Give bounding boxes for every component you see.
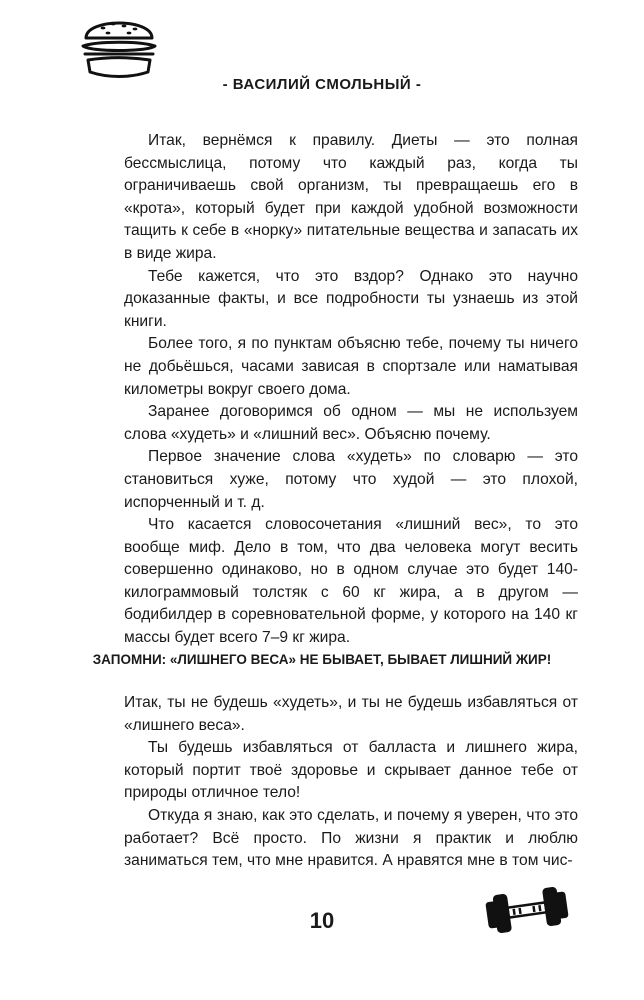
- paragraph: Первое значение слова «худеть» по словарю — это становиться хуже, потому что худой — это плохой, испорченный и т. д.: [124, 448, 578, 511]
- remember-callout: ЗАПОМНИ: «ЛИШНЕГО ВЕСА» НЕ БЫВАЕТ, БЫВАЕТ ЛИШНИЙ ЖИР!: [92, 652, 552, 667]
- paragraph: Откуда я знаю, как это сделать, и почему я уверен, что это работает? Всё просто. По жизни я практик и люблю заниматься тем, что мне нравится. А нравятся мне в том чис-: [124, 806, 578, 870]
- body-text-block-1: [124, 130, 578, 650]
- body-text-block-2: [124, 692, 578, 873]
- paragraph: Тебе кажется, что это вздор? Однако это научно доказанные факты, и все подробности ты узнаешь из этой книги.: [124, 267, 578, 330]
- running-header-author: - ВАСИЛИЙ СМОЛЬНЫЙ -: [222, 76, 422, 93]
- paragraph: Более того, я по пунктам объясню тебе, почему ты ничего не добьёшься, часами зависая в спортзале или наматывая километры вокруг своего дома.: [124, 335, 578, 398]
- page-number: 10: [309, 908, 335, 933]
- paragraph: Ты будешь избавляться от балласта и лишнего жира, который портит твоё здоровье и скрывает данное тебе от природы отличное тело!: [124, 739, 578, 802]
- dumbbell-icon: [484, 876, 570, 944]
- paragraph: Итак, вернёмся к правилу. Диеты — это полная бессмыслица, потому что каждый раз, когда ты ограничиваешь свой организм, ты превращаешь его в «крота», который будет при каждой удобной возможности тащить к себе в «норку» питательные вещества и запасать их в виде жира.: [124, 132, 578, 262]
- paragraph: Что касается словосочетания «лишний вес», то это вообще миф. Дело в том, что два человека могут весить совершенно одинаково, но в одном случае это будет 140-килограммовый толстяк с 60 кг жира, а в другом — бодибилдер в соревновательной форме, у которого на 140 кг массы будет всего 7–9 кг жира.: [124, 516, 578, 647]
- paragraph: Заранее договоримся об одном — мы не используем слова «худеть» и «лишний вес». Объясню почему.: [124, 403, 578, 443]
- paragraph: Итак, ты не будешь «худеть», и ты не будешь избавляться от «лишнего веса».: [124, 694, 578, 734]
- burger-icon: [78, 8, 160, 82]
